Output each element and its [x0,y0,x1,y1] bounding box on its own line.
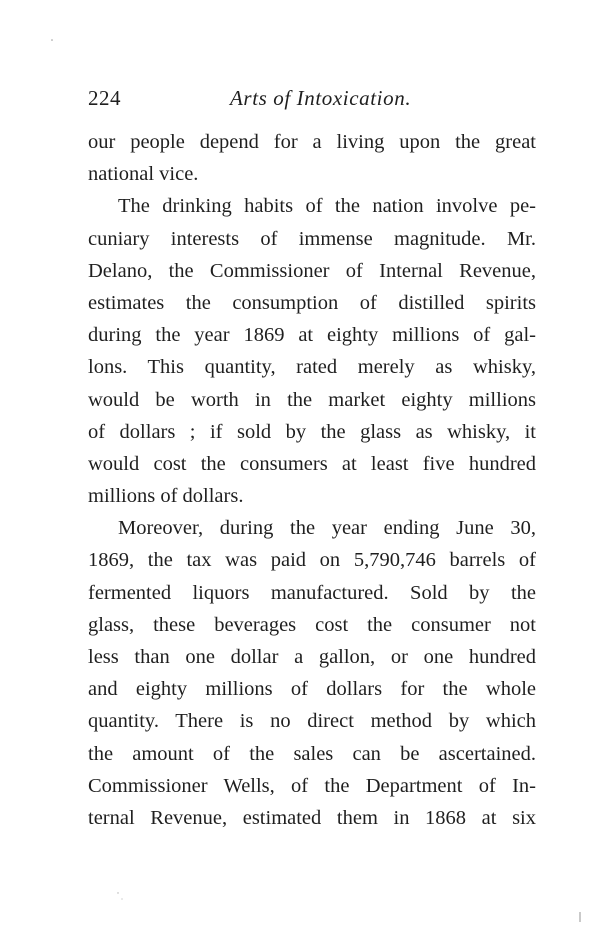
speck [117,892,118,893]
text-line: less than one dollar a gallon, or one hundred [88,646,536,668]
text-line: fermented liquors manufactured. Sold by the [88,581,536,604]
speck [51,39,53,41]
text-line: lons. This quantity, rated merely as whisky, [88,356,536,379]
page-header [88,86,538,116]
text-line: ternal Revenue, estimated them in 1868 at six [88,806,536,829]
text-line: glass, these beverages cost the consumer not [88,613,536,636]
text-line: would cost the consumers at least five hundred [88,452,536,475]
text-line: the amount of the sales can be ascertained. [88,742,536,765]
text-line: estimates the consumption of distilled spirits [88,291,536,314]
text-line: quantity. There is no direct method by which [88,710,536,733]
text-line: and eighty millions of dollars for the whole [88,678,536,701]
text-line: national vice. [88,163,199,186]
page-number: 224 [88,86,121,110]
text-line: The drinking habits of the nation involve pe- [118,195,536,218]
text-line: cuniary interests of immense magnitude. Mr. [88,227,536,250]
text-line: Commissioner Wells, of the Department of In- [88,774,536,797]
text-line: during the year 1869 at eighty millions of gal- [88,324,536,347]
running-title: Arts of Intoxication. [230,86,412,110]
text-line: our people depend for a living upon the great [88,131,536,153]
speck [121,898,122,899]
text-line: would be worth in the market eighty millions [88,388,536,411]
text-line: Delano, the Commissioner of Internal Revenue, [88,259,536,282]
text-line: millions of dollars. [88,485,244,508]
body-text [88,126,536,834]
text-line: Moreover, during the year ending June 30, [118,517,536,540]
text-line: of dollars ; if sold by the glass as whisky, it [88,420,536,443]
text-line: 1869, the tax was paid on 5,790,746 barrels of [88,549,536,572]
